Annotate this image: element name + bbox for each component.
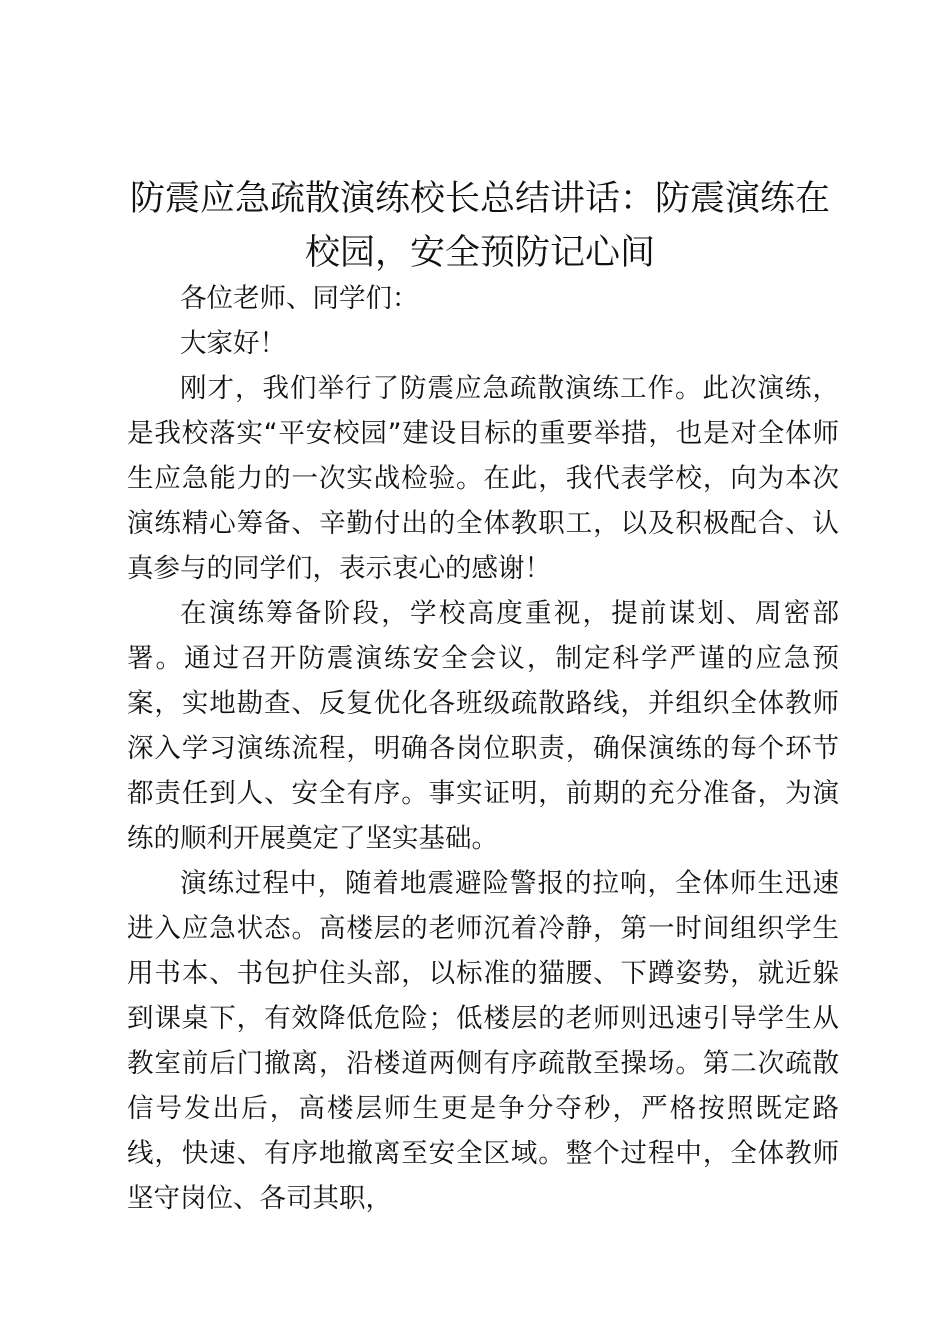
paragraph-process: 演练过程中，随着地震避险警报的拉响，全体师生迅速进入应急状态。高楼层的老师沉着冷静，第一时间组织学生用书本、书包护住头部，以标准的猫腰、下蹲姿势，就近躲到课桌下，有效降低危险；低楼层的老师则迅速引导学生从教室前后门撤离，沿楼道两侧有序疏散至操场。第二次疏散信号发出后，高楼层师生更是争分夺秒，严格按照既定路线，快速、有序地撤离至安全区域。整个过程中，全体教师坚守岗位、各司其职， xyxy=(127,868,839,1214)
document-title xyxy=(110,172,850,280)
document-body xyxy=(127,276,839,1221)
greeting: 大家好！ xyxy=(180,328,286,359)
paragraph-intro: 刚才，我们举行了防震应急疏散演练工作。此次演练，是我校落实“平安校园”建设目标的重要举措，也是对全体师生应急能力的一次实战检验。在此，我代表学校，向为本次演练精心筹备、辛勤付出的全体教职工，以及积极配合、认真参与的同学们，表示衷心的感谢！ xyxy=(127,373,839,584)
title-line-1: 防震应急疏散演练校长总结讲话：防震演练在 xyxy=(129,179,830,219)
title-line-2: 校园，安全预防记心间 xyxy=(304,233,655,273)
salutation: 各位老师、同学们： xyxy=(180,283,419,314)
paragraph-preparation: 在演练筹备阶段，学校高度重视，提前谋划、周密部署。通过召开防震演练安全会议，制定科学严谨的应急预案，实地勘查、反复优化各班级疏散路线，并组织全体教师深入学习演练流程，明确各岗位职责，确保演练的每个环节都责任到人、安全有序。事实证明，前期的充分准备，为演练的顺利开展奠定了坚实基础。 xyxy=(127,598,839,854)
